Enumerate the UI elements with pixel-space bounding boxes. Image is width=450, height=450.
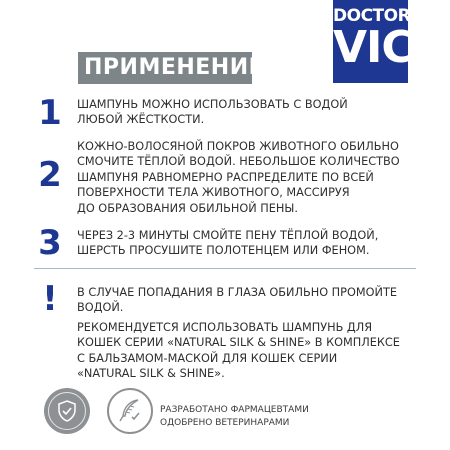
warning-line-2: ВОДОЙ. [77,301,124,315]
recommendation-line-4: «NATURAL SILK & SHINE». [77,367,225,381]
feather-vet-icon [107,388,153,434]
quality-shield-icon [44,388,90,434]
recommendation-line-3: С БАЛЬЗАМОМ-МАСКОЙ ДЛЯ КОШЕК СЕРИИ [77,351,338,365]
badge-caption-line-1: РАЗРАБОТАНО ФАРМАЦЕВТАМИ [160,405,309,415]
step-2-line-4: ПОВЕРХНОСТИ ТЕЛА ЖИВОТНОГО, МАССИРУЯ [77,186,350,200]
badge-caption [160,404,309,429]
step-3-number: 3 [38,223,62,263]
step-1-line-1: ШАМПУНЬ МОЖНО ИСПОЛЬЗОВАТЬ С ВОДОЙ [77,98,348,111]
brand-logo [333,0,413,83]
warning-line-1: В СЛУЧАЕ ПОПАДАНИЯ В ГЛАЗА ОБИЛЬНО ПРОМОЙТЕ [77,286,398,299]
recommendation-line-2: КОШЕК СЕРИИ «NATURAL SILK & SHINE» В КОМПЛЕКСЕ [77,336,400,350]
logo-line-2: VIC [333,22,413,73]
section-title-box [78,52,274,84]
recommendation-text [77,320,417,382]
step-1-number: 1 [38,93,62,133]
step-2-text [77,139,417,216]
section-title: ПРИМЕНЕНИЕ: [84,55,274,80]
section-divider [34,268,416,269]
step-3-line-1: ЧЕРЕЗ 2-3 МИНУТЫ СМОЙТЕ ПЕНУ ТЁПЛОЙ ВОДОЙ, [77,229,379,242]
step-3-line-2: ШЕРСТЬ ПРОСУШИТЕ ПОЛОТЕНЦЕМ ИЛИ ФЕНОМ. [77,244,370,258]
step-3-text [77,228,417,259]
step-2-line-3: ШАМПУНЯ РАВНОМЕРНО РАСПРЕДЕЛИТЕ ПО ВСЕЙ [77,170,374,184]
step-2-line-2: СМОЧИТЕ ТЁПЛОЙ ВОДОЙ. НЕБОЛЬШОЕ КОЛИЧЕСТВО [77,155,400,169]
step-2-line-5: ДО ОБРАЗОВАНИЯ ОБИЛЬНОЙ ПЕНЫ. [77,201,298,215]
badge-caption-line-2: ОДОБРЕНО ВЕТЕРИНАРАМИ [160,417,290,428]
recommendation-line-1: РЕКОМЕНДУЕТСЯ ИСПОЛЬЗОВАТЬ ШАМПУНЬ ДЛЯ [77,321,373,334]
step-2-line-1: КОЖНО-ВОЛОСЯНОЙ ПОКРОВ ЖИВОТНОГО ОБИЛЬНО [77,140,399,153]
step-1-text [77,97,417,128]
warning-exclamation-icon: ! [42,279,58,319]
logo-line-1: DOCTOR [333,6,411,26]
step-1-line-2: ЛЮБОЙ ЖЁСТКОСТИ. [77,113,205,127]
warning-text [77,285,417,316]
step-2-number: 2 [38,155,62,195]
